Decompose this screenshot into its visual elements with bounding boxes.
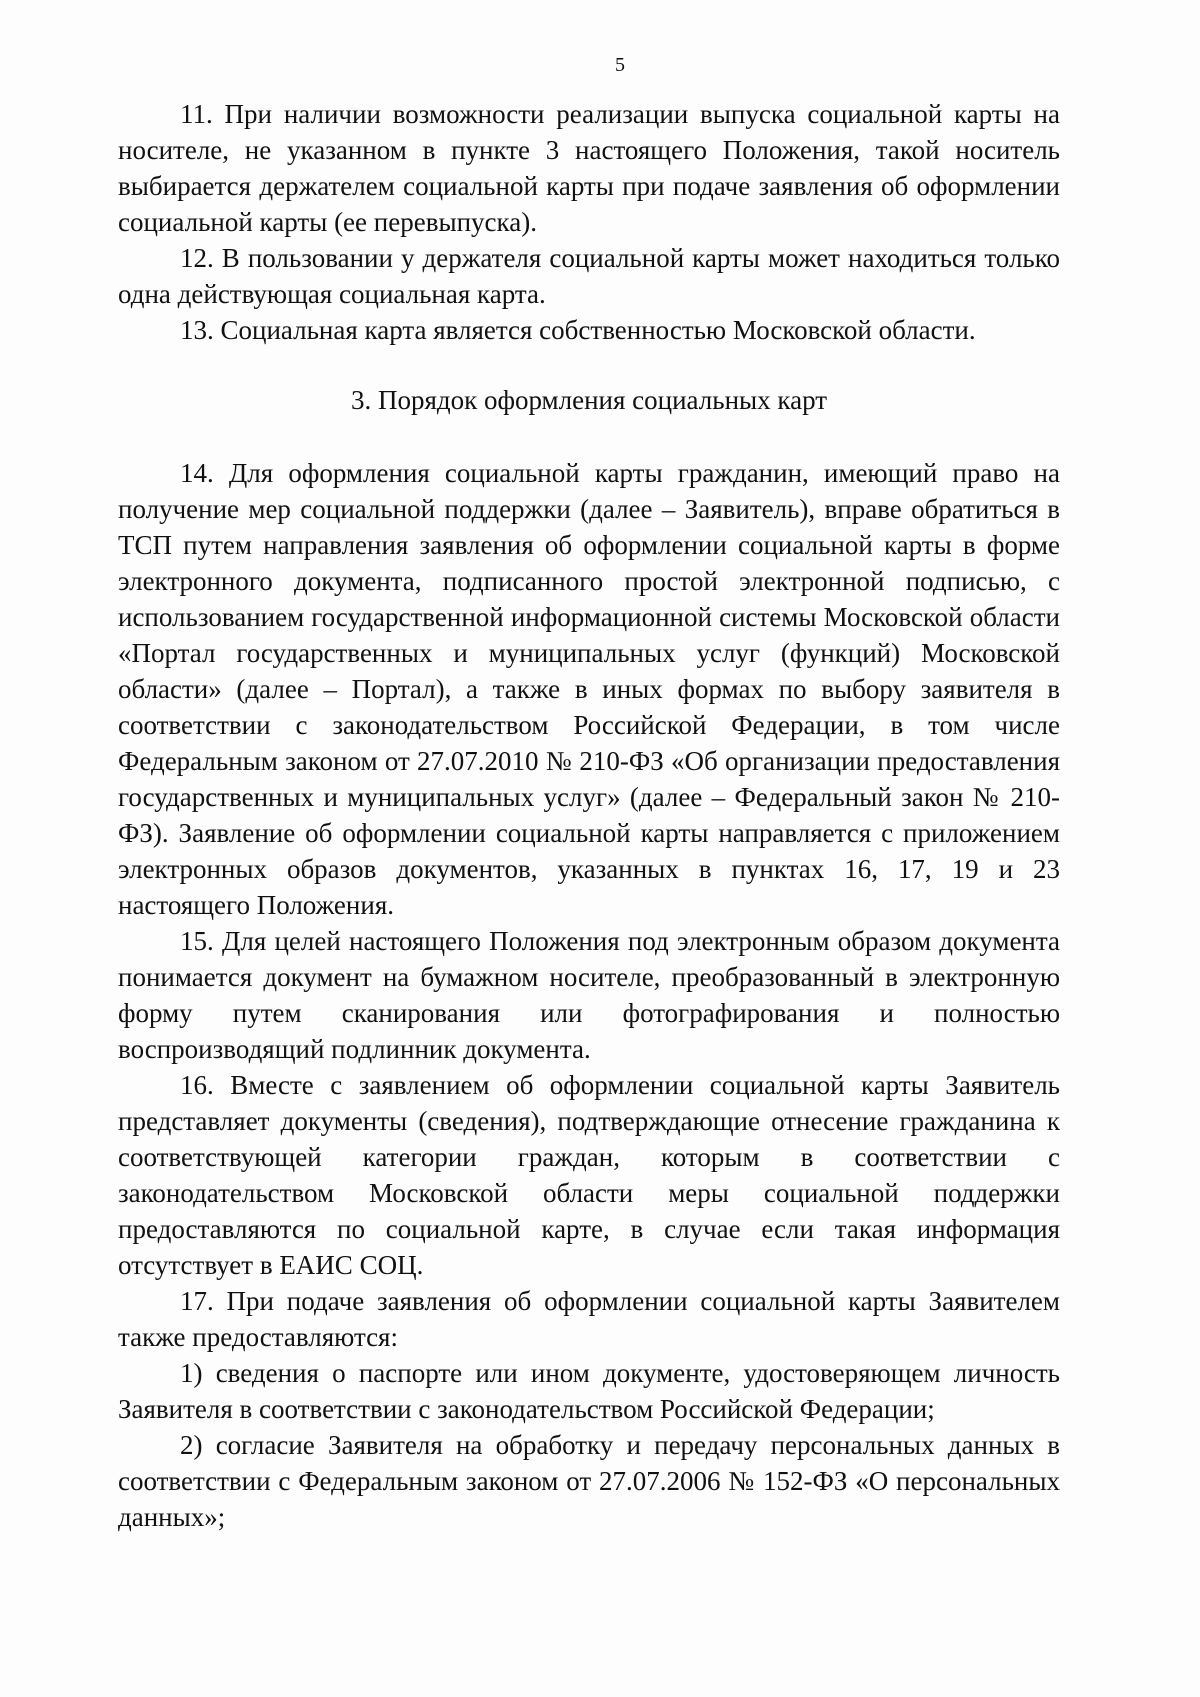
- paragraph-11: 11. При наличии возможности реализации выпуска социальной карты на носителе, не указанном в пункте 3 настоящего Положения, такой носитель выбирается держателем социальной карты при подаче заявления об оформлении социальной карты (ее перевыпуска).: [118, 99, 1060, 237]
- page-number: 5: [615, 54, 625, 76]
- paragraph-17: 17. При подаче заявления об оформлении социальной карты Заявителем также предоставляются:: [118, 1286, 1060, 1352]
- paragraph-15: 15. Для целей настоящего Положения под электронным образом документа понимается документ на бумажном носителе, преобразованный в электронную форму путем сканирования или фотографирования и полностью воспроизводящий подлинник документа.: [118, 926, 1060, 1064]
- paragraph-17-item-1: 1) сведения о паспорте или ином документе, удостоверяющем личность Заявителя в соответствии с законодательством Российской Федерации;: [118, 1358, 1060, 1424]
- paragraph-17-item-2: 2) согласие Заявителя на обработку и передачу персональных данных в соответствии с Федеральным законом от 27.07.2006 № 152-ФЗ «О персональных данных»;: [118, 1430, 1060, 1532]
- document-body: [118, 96, 1060, 1535]
- paragraph-16: 16. Вместе с заявлением об оформлении социальной карты Заявитель представляет документы (сведения), подтверждающие отнесение гражданина к соответствующей категории граждан, которым в соответствии с законодательством Московской области меры социальной поддержки предоставляются по социальной карте, в случае если такая информация отсутствует в ЕАИС СОЦ.: [118, 1070, 1060, 1280]
- paragraph-14: 14. Для оформления социальной карты гражданин, имеющий право на получение мер социальной поддержки (далее – Заявитель), вправе обратиться в ТСП путем направления заявления об оформлении социальной карты в форме электронного документа, подписанного простой электронной подписью, с использованием государственной информационной системы Московской области «Портал государственных и муниципальных услуг (функций) Московской области» (далее – Портал), а также в иных формах по выбору заявителя в соответствии с законодательством Российской Федерации, в том числе Федеральным законом от 27.07.2010 № 210-ФЗ «Об организации предоставления государственных и муниципальных услуг» (далее – Федеральный закон № 210-ФЗ). Заявление об оформлении социальной карты направляется с приложением электронных образов документов, указанных в пунктах 16, 17, 19 и 23 настоящего Положения.: [118, 458, 1060, 920]
- section-heading: 3. Порядок оформления социальных карт: [350, 385, 828, 415]
- paragraph-13: 13. Социальная карта является собственностью Московской области.: [180, 315, 976, 345]
- paragraph-12: 12. В пользовании у держателя социальной карты может находиться только одна действующая социальная карта.: [118, 243, 1060, 309]
